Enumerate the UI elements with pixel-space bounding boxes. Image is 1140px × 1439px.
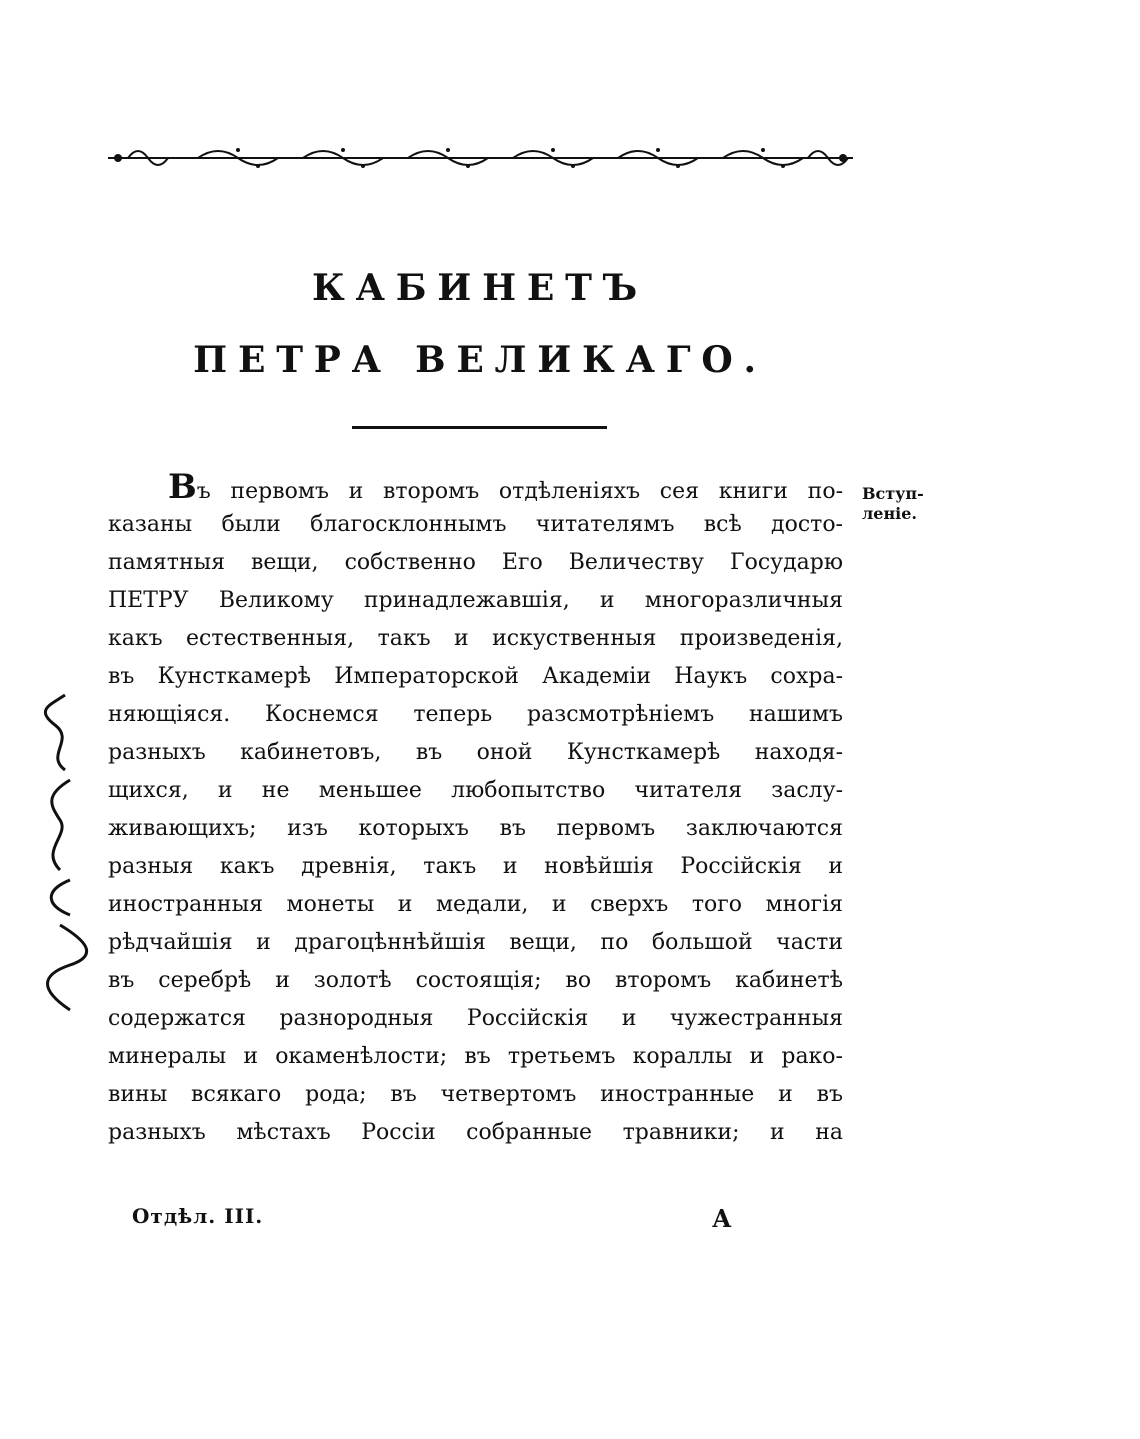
body-line: содержатся разнородныя Россійскія и чужестранныя	[108, 1006, 843, 1031]
body-line: въ Кунсткамерѣ Императорской Академіи Наукъ сохра-	[108, 664, 843, 689]
margin-note-line-1: Вступ-	[862, 484, 924, 503]
title-rule	[352, 426, 607, 429]
body-line: вины всякаго рода; въ четвертомъ иностранные и въ	[108, 1082, 843, 1107]
body-line: иностранныя монеты и медали, и сверхъ того многія	[108, 892, 843, 917]
body-line: ПЕТРУ Великому принадлежавшія, и многоразличныя	[108, 588, 843, 613]
body-text	[108, 468, 843, 1152]
body-line: щихся, и не меньшее любопытство читателя заслу-	[108, 778, 843, 803]
body-line: разныхъ кабинетовъ, въ оной Кунсткамерѣ находя-	[108, 740, 843, 765]
body-line: какъ естественныя, такъ и искуственныя произведенія,	[108, 626, 843, 651]
body-line-text: ъ первомъ и второмъ отдѣленіяхъ сея книги по-	[196, 479, 843, 504]
drop-cap: В	[168, 467, 197, 507]
margin-note	[862, 484, 924, 524]
body-line	[108, 468, 843, 506]
body-line: въ серебрѣ и золотѣ состоящія; во второмъ кабинетѣ	[108, 968, 843, 993]
body-line: казаны были благосклоннымъ читателямъ всѣ достo-	[108, 512, 843, 537]
margin-note-line-2: леніе.	[862, 504, 917, 523]
body-line: разныхъ мѣстахъ Россіи собранные травники; и на	[108, 1120, 843, 1145]
body-line: минералы и окаменѣлости; въ третьемъ кораллы и рако-	[108, 1044, 843, 1069]
header-ornament	[108, 142, 853, 174]
body-line: живающихъ; изъ которыхъ въ первомъ заключаются	[108, 816, 843, 841]
handwritten-note	[30, 690, 90, 1020]
body-line: памятныя вещи, собственно Его Величеству Государю	[108, 550, 843, 575]
page-title-line-1: КАБИНЕТЪ	[312, 267, 648, 309]
signature-mark: А	[712, 1204, 732, 1233]
page-title-line-2: ПЕТРА ВЕЛИКАГО.	[193, 339, 767, 381]
section-footer: Отдѣл. III.	[132, 1204, 264, 1228]
body-line: няющіяся. Коснемся теперь разсмотрѣніемъ нашимъ	[108, 702, 843, 727]
body-line: разныя какъ древнія, такъ и новѣйшія Россійскія и	[108, 854, 843, 879]
body-line: рѣдчайшія и драгоцѣннѣйшія вещи, по большой части	[108, 930, 843, 955]
